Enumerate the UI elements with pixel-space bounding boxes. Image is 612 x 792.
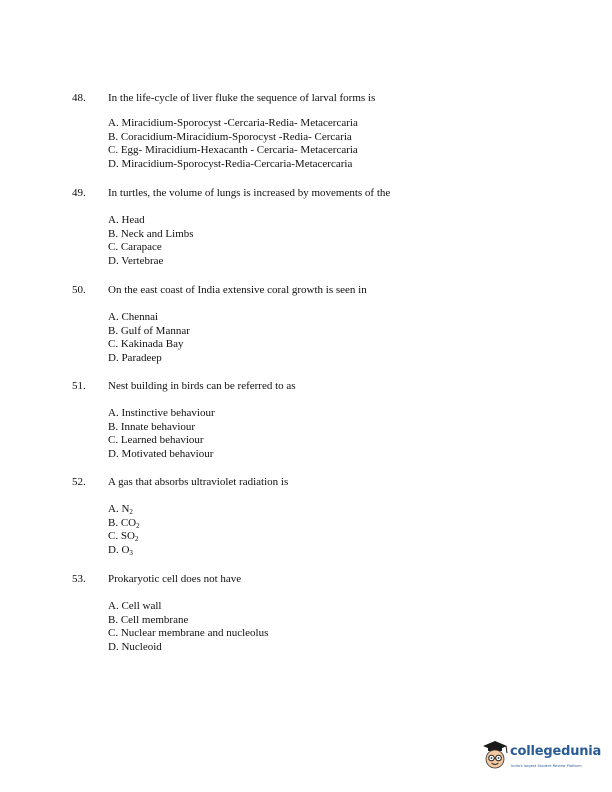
option-b: B. $CO_2$ <box>108 516 140 530</box>
option-b: B. Gulf of Mannar <box>108 324 190 337</box>
option-d: D. Nucleoid <box>108 640 162 653</box>
option-d: D. Motivated behaviour <box>108 447 214 460</box>
question-text: On the east coast of India extensive coral growth is seen in <box>108 284 367 296</box>
option-list <box>108 311 190 365</box>
question-number: 53. <box>72 573 86 585</box>
question-text: A gas that absorbs ultraviolet radiation is <box>108 476 289 488</box>
option-a: A. Cell wall <box>108 600 162 612</box>
question-number: 49. <box>72 187 86 199</box>
question-text: In turtles, the volume of lungs is increased by movements of the <box>108 187 391 199</box>
option-d: D. Vertebrae <box>108 254 164 267</box>
option-list <box>108 117 358 171</box>
option-d: D. Paradeep <box>108 351 162 364</box>
option-c: C. Egg- Miracidium-Hexacanth - Cercaria- Metacercaria <box>108 144 358 156</box>
option-b: B. Neck and Limbs <box>108 227 194 240</box>
student-mascot-icon <box>480 737 510 775</box>
option-d: D. Miracidium-Sporocyst-Redia-Cercaria-Metacercaria <box>108 157 353 170</box>
option-a: A. Miracidium-Sporocyst -Cercaria-Redia- Metacercaria <box>108 117 358 129</box>
option-b: B. Cell membrane <box>108 613 189 626</box>
option-a: A. Head <box>108 214 145 226</box>
option-c: C. $SO_2$ <box>108 530 139 543</box>
question-text: In the life-cycle of liver fluke the sequence of larval forms is <box>108 92 376 104</box>
option-a: A. Instinctive behaviour <box>108 407 215 419</box>
logo-wordmark: collegedunia <box>510 744 602 759</box>
option-list <box>108 214 194 268</box>
option-a: A. $N_2$ <box>108 503 133 516</box>
question-number: 52. <box>72 476 86 488</box>
question-number: 48. <box>72 92 86 104</box>
question-number: 50. <box>72 284 86 296</box>
option-c: C. Nuclear membrane and nucleolus <box>108 627 269 639</box>
option-b: B. Innate behaviour <box>108 420 196 433</box>
option-c: C. Kakinada Bay <box>108 338 184 350</box>
question-text: Prokaryotic cell does not have <box>108 573 242 585</box>
option-d: D. $O_3$ <box>108 543 133 557</box>
option-list <box>108 407 215 461</box>
option-list <box>108 503 140 557</box>
question-number: 51. <box>72 380 86 392</box>
question-text: Nest building in birds can be referred to as <box>108 380 296 392</box>
option-b: B. Coracidium-Miracidium-Sporocyst -Redia- Cercaria <box>108 130 352 143</box>
option-a: A. Chennai <box>108 311 159 323</box>
option-list <box>108 600 268 654</box>
logo-tagline: India's largest Student Review Platform <box>511 764 582 768</box>
collegedunia-logo <box>480 737 604 777</box>
option-c: C. Carapace <box>108 241 162 253</box>
option-c: C. Learned behaviour <box>108 434 204 446</box>
